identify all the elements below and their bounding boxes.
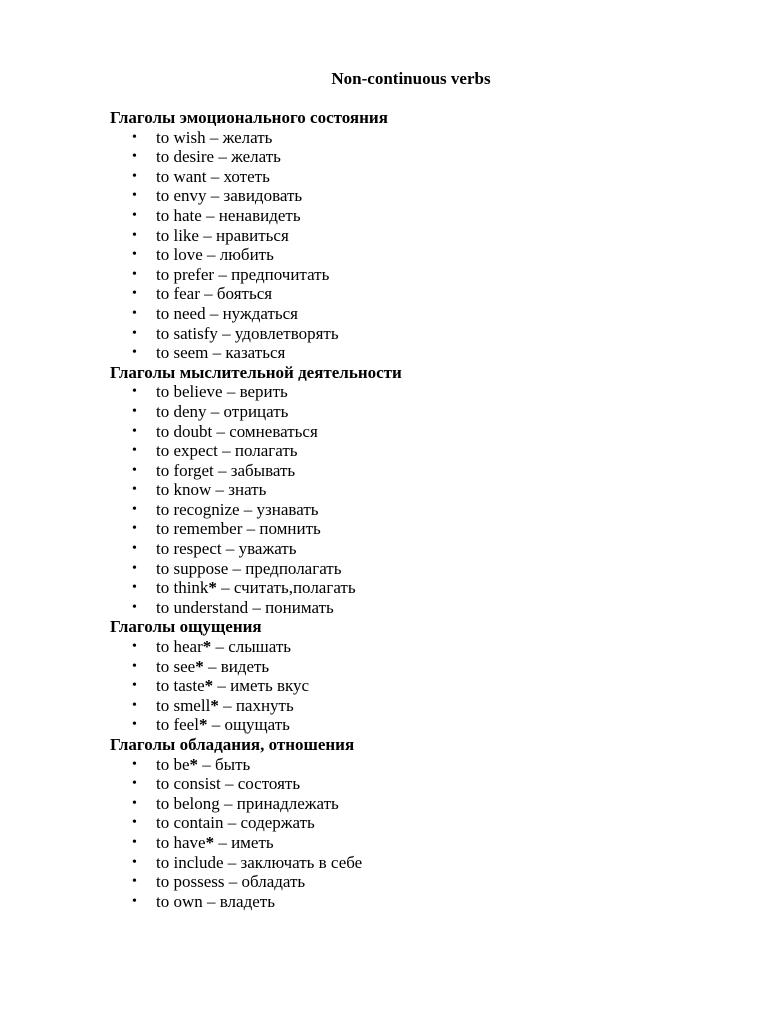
bullet-icon: • — [132, 658, 137, 674]
asterisk-marker: * — [195, 656, 204, 676]
verb-list-item — [110, 559, 710, 579]
verb-translation: – состоять — [220, 774, 301, 794]
verb-translation: – принадлежать — [219, 793, 339, 813]
section-heading: Глаголы эмоционального состояния — [110, 108, 388, 127]
verb-english: to seem — [156, 343, 209, 363]
bullet-icon: • — [132, 305, 137, 321]
verb-english: to forget — [156, 460, 214, 480]
verb-english: to need — [156, 303, 206, 323]
verb-translation: – верить — [222, 382, 288, 402]
verb-list-item — [110, 226, 710, 246]
bullet-icon: • — [132, 893, 137, 909]
verb-english: to respect — [156, 539, 222, 559]
verb-list-item — [110, 422, 710, 442]
verb-english: to hear — [156, 637, 203, 657]
verb-translation: – слышать — [211, 637, 292, 657]
verb-english: to possess — [156, 872, 225, 892]
verb-translation: – завидовать — [206, 186, 303, 206]
bullet-icon: • — [132, 149, 137, 165]
verb-translation: – нравиться — [198, 225, 289, 245]
verb-english: to prefer — [156, 264, 215, 284]
verb-list — [110, 637, 710, 735]
verb-translation: – видеть — [203, 656, 270, 676]
verb-english: to recognize — [156, 499, 240, 519]
bullet-icon: • — [132, 325, 137, 341]
bullet-icon: • — [132, 776, 137, 792]
verb-translation: – предпочитать — [214, 264, 330, 284]
verb-list — [110, 382, 710, 617]
bullet-icon: • — [132, 207, 137, 223]
verb-list — [110, 128, 710, 363]
verb-english: to expect — [156, 441, 218, 461]
verb-english: to want — [156, 166, 207, 186]
verb-translation: – быть — [198, 754, 251, 774]
document-title: Non-continuous verbs — [331, 69, 491, 88]
verb-list-item — [110, 304, 710, 324]
verb-english: to be — [156, 754, 190, 774]
verb-english: to feel — [156, 715, 199, 735]
verb-list-item — [110, 598, 710, 618]
verb-english: to remember — [156, 519, 243, 539]
verb-translation: – обладать — [224, 872, 306, 892]
verb-english: to taste — [156, 676, 205, 696]
verb-english: to love — [156, 245, 203, 265]
bullet-icon: • — [132, 580, 137, 596]
verb-translation: – узнавать — [239, 499, 319, 519]
asterisk-marker: * — [202, 637, 212, 657]
verb-translation: – желать — [214, 147, 281, 167]
verb-list-item — [110, 500, 710, 520]
document-body — [110, 108, 710, 911]
verb-english: to deny — [156, 401, 207, 421]
verb-list-item — [110, 324, 710, 344]
verb-english: to belong — [156, 793, 220, 813]
bullet-icon: • — [132, 168, 137, 184]
verb-english: to envy — [156, 186, 207, 206]
verb-list-item — [110, 539, 710, 559]
verb-english: to wish — [156, 127, 206, 147]
bullet-icon: • — [132, 345, 137, 361]
verb-list-item — [110, 853, 710, 873]
verb-list-item — [110, 128, 710, 148]
bullet-icon: • — [132, 717, 137, 733]
verb-translation: – владеть — [202, 891, 275, 911]
verb-list — [110, 755, 710, 912]
verb-list-item — [110, 872, 710, 892]
bullet-icon: • — [132, 541, 137, 557]
verb-translation: – ощущать — [207, 715, 290, 735]
verb-list-item — [110, 402, 710, 422]
verb-translation: – полагать — [217, 441, 298, 461]
verb-list-item — [110, 382, 710, 402]
bullet-icon: • — [132, 423, 137, 439]
verb-list-item — [110, 813, 710, 833]
verb-english: to see — [156, 656, 196, 676]
verb-translation: – ненавидеть — [201, 205, 301, 225]
verb-list-item — [110, 343, 710, 363]
verb-english: to smell — [156, 695, 211, 715]
verb-list-item — [110, 657, 710, 677]
bullet-icon: • — [132, 247, 137, 263]
verb-list-item — [110, 676, 710, 696]
verb-translation: – сомневаться — [212, 421, 318, 441]
verb-list-item — [110, 519, 710, 539]
bullet-icon: • — [132, 874, 137, 890]
verb-translation: – бояться — [199, 284, 273, 304]
bullet-icon: • — [132, 482, 137, 498]
verb-translation: – отрицать — [206, 401, 289, 421]
bullet-icon: • — [132, 129, 137, 145]
bullet-icon: • — [132, 815, 137, 831]
verb-translation: – содержать — [223, 813, 315, 833]
verb-translation: – заключать в себе — [223, 852, 363, 872]
verb-english: to include — [156, 852, 224, 872]
verb-list-item — [110, 696, 710, 716]
verb-list-item — [110, 167, 710, 187]
verb-list-item — [110, 245, 710, 265]
bullet-icon: • — [132, 266, 137, 282]
bullet-icon: • — [132, 227, 137, 243]
verb-list-item — [110, 578, 710, 598]
verb-translation: – уважать — [221, 539, 297, 559]
bullet-icon: • — [132, 834, 137, 850]
verb-translation: – любить — [202, 245, 274, 265]
asterisk-marker: * — [208, 578, 217, 598]
verb-translation: – пахнуть — [218, 695, 294, 715]
verb-english: to understand — [156, 597, 249, 617]
asterisk-marker: * — [210, 695, 219, 715]
verb-english: to consist — [156, 774, 221, 794]
verb-translation: – казаться — [208, 343, 286, 363]
section-heading: Глаголы ощущения — [110, 617, 262, 637]
verb-english: to know — [156, 480, 212, 500]
verb-list-item — [110, 284, 710, 304]
verb-english: to hate — [156, 205, 202, 225]
verb-english: to suppose — [156, 558, 229, 578]
verb-list-item — [110, 794, 710, 814]
bullet-icon: • — [132, 854, 137, 870]
verb-list-item — [110, 892, 710, 912]
bullet-icon: • — [132, 756, 137, 772]
bullet-icon: • — [132, 639, 137, 655]
verb-english: to satisfy — [156, 323, 218, 343]
bullet-icon: • — [132, 443, 137, 459]
bullet-icon: • — [132, 678, 137, 694]
verb-list-item — [110, 637, 710, 657]
verb-translation: – предполагать — [228, 558, 342, 578]
verb-english: to own — [156, 891, 203, 911]
verb-translation: – помнить — [242, 519, 321, 539]
bullet-icon: • — [132, 188, 137, 204]
bullet-icon: • — [132, 521, 137, 537]
verb-list-item — [110, 147, 710, 167]
verb-list-item — [110, 833, 710, 853]
verb-translation: – иметь вкус — [213, 676, 310, 696]
verb-translation: – считать,полагать — [216, 578, 356, 598]
verb-list-item — [110, 480, 710, 500]
verb-list-item — [110, 186, 710, 206]
verb-english: to believe — [156, 382, 223, 402]
asterisk-marker: * — [198, 715, 208, 735]
asterisk-marker: * — [204, 676, 214, 696]
verb-list-item — [110, 461, 710, 481]
section-heading: Глаголы мыслительной деятельности — [110, 362, 402, 382]
section-heading: Глаголы обладания, отношения — [110, 735, 355, 754]
verb-list-item — [110, 441, 710, 461]
verb-translation: – знать — [211, 480, 267, 500]
verb-translation: – нуждаться — [205, 303, 298, 323]
bullet-icon: • — [132, 599, 137, 615]
verb-english: to have — [156, 832, 206, 852]
asterisk-marker: * — [205, 832, 215, 852]
verb-translation: – удовлетворять — [217, 323, 339, 343]
verb-translation: – хотеть — [206, 166, 270, 186]
bullet-icon: • — [132, 795, 137, 811]
verb-english: to contain — [156, 813, 224, 833]
bullet-icon: • — [132, 384, 137, 400]
verb-english: to desire — [156, 147, 215, 167]
verb-list-item — [110, 265, 710, 285]
verb-translation: – желать — [205, 127, 273, 147]
verb-list-item — [110, 715, 710, 735]
bullet-icon: • — [132, 286, 137, 302]
bullet-icon: • — [132, 403, 137, 419]
bullet-icon: • — [132, 560, 137, 576]
verb-translation: – иметь — [214, 832, 274, 852]
verb-list-item — [110, 755, 710, 775]
bullet-icon: • — [132, 501, 137, 517]
asterisk-marker: * — [189, 754, 199, 774]
verb-english: to like — [156, 225, 199, 245]
verb-list-item — [110, 206, 710, 226]
verb-english: to doubt — [156, 421, 213, 441]
verb-translation: – забывать — [213, 460, 296, 480]
bullet-icon: • — [132, 462, 137, 478]
verb-translation: – понимать — [248, 597, 334, 617]
verb-english: to think — [156, 578, 209, 598]
bullet-icon: • — [132, 697, 137, 713]
verb-english: to fear — [156, 284, 200, 304]
verb-list-item — [110, 774, 710, 794]
